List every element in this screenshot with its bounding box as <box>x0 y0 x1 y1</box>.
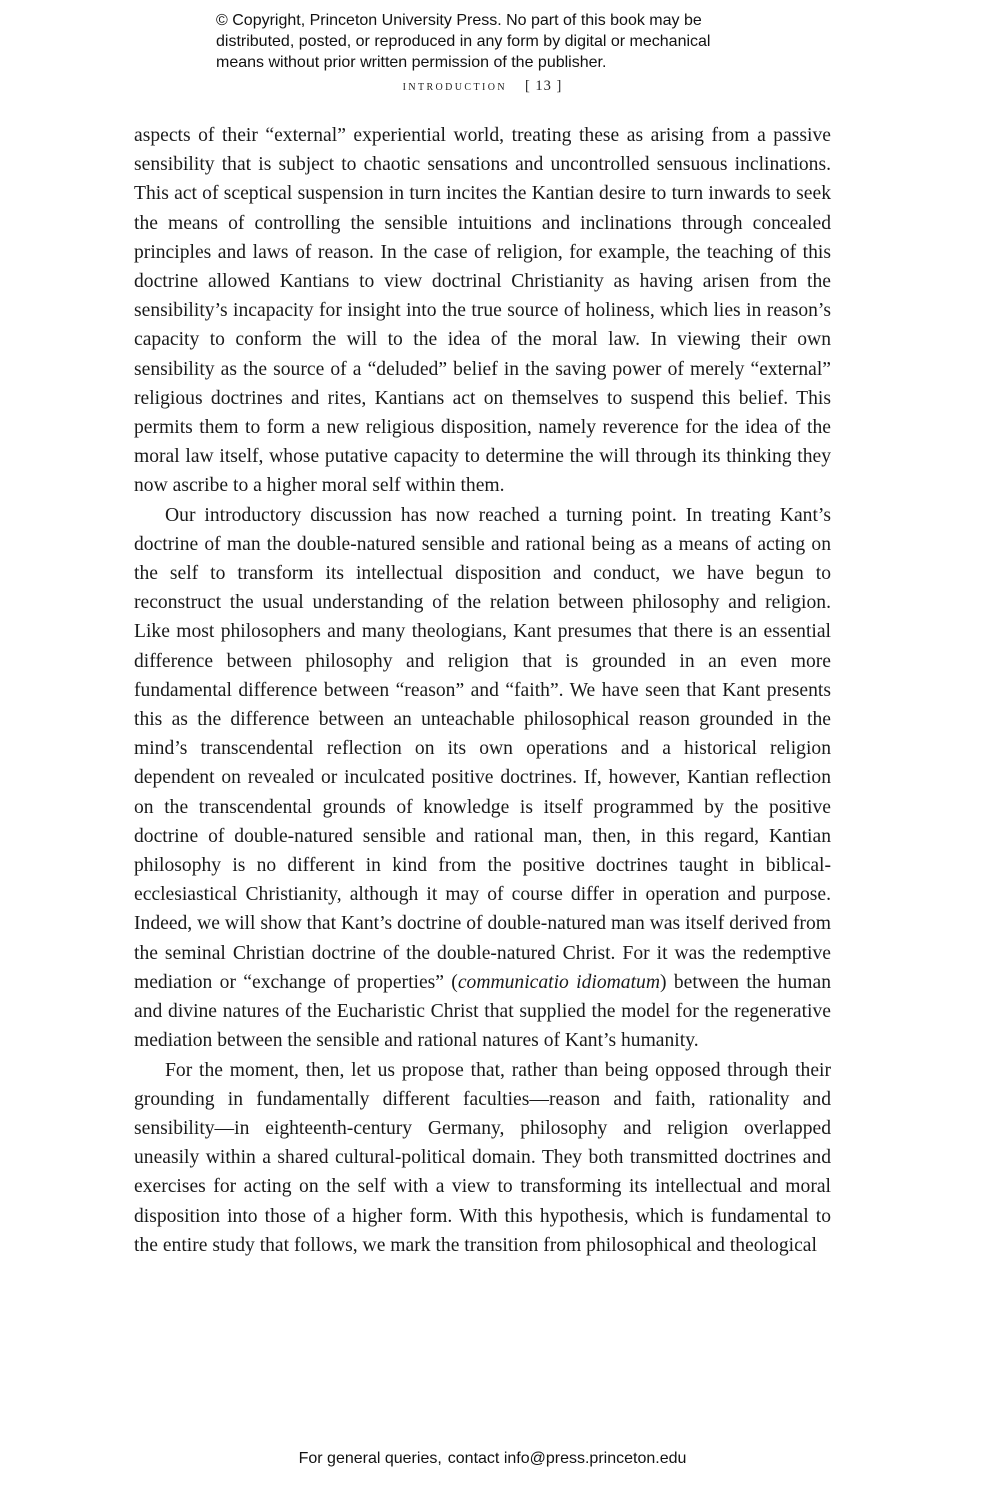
paragraph-2-italic-term: communicatio idiomatum <box>457 971 660 993</box>
paragraph-3: For the moment, then, let us propose that, rather than being opposed through their grounding in fundamentally different faculties—reason and faith, rationality and sensibility—in eighteenth-century Germany, philosophy and religion overlapped uneasily within a shared cultural-political domain. They both transmitted doctrines and exercises for acting on the self with a view to transforming its intellectual and moral disposition into those of a higher form. With this hypothesis, which is fundamental to the entire study that follows, we mark the transition from philosophical and theological <box>134 1059 831 1256</box>
copyright-line-1: © Copyright, Princeton University Press. No part of this book may be <box>216 12 702 29</box>
paragraph-2-text-b: ) between the human and divine natures of the Eucharistic Christ that supplied the model for the regenerative mediation between the sensible and rational natures of Kant’s humanity. <box>134 971 832 1052</box>
paragraph-2-text-a: Our introductory discussion has now reached a turning point. In treating Kant’s doctrine of man the double-natured sensible and rational being as a means of acting on the self to transform its intellectual disposition and conduct, we have begun to reconstruct the usual understanding of the relation between philosophy and religion. Like most philosophers and many theologians, Kant presumes that there is an essential difference between philosophy and religion that is grounded in an even more fundamental difference between “reason” and “faith”. We have seen that Kant presents this as the difference between an unteachable philosophical reason grounded in the mind’s transcendental reflection on its own operations and a historical religion dependent on revealed or inculcated positive doctrines. If, however, Kantian reflection on the transcendental grounds of knowledge is itself programmed by the positive doctrine of double-natured sensible and rational man, then, in this regard, Kantian philosophy is no different in kind from the positive doctrines taught in biblical-ecclesiastical Christianity, although it may of course differ in operation and purpose. Indeed, we will show that Kant’s doctrine of double-natured man was itself derived from the seminal Christian doctrine of the double-natured Christ. For it was the redemptive mediation or “exchange of properties” ( <box>134 504 831 993</box>
paragraph-2 <box>134 501 831 1056</box>
copyright-notice <box>216 10 796 73</box>
footer-label: For general queries, <box>298 1450 442 1467</box>
body-text <box>134 121 831 1260</box>
footer-contact: contact info@press.princeton.edu <box>447 1450 687 1467</box>
footer <box>0 1450 985 1468</box>
copyright-line-2: distributed, posted, or reproduced in any form by digital or mechanical <box>216 33 711 50</box>
page-number: [ 13 ] <box>524 78 563 94</box>
running-head-title: introduction <box>402 78 507 94</box>
paragraph-1: aspects of their “external” experiential world, treating these as arising from a passive sensibility that is subject to chaotic sensations and uncontrolled sensuous inclinations. This act of sceptical suspension in turn incites the Kantian desire to turn inwards to seek the means of controlling the sensible intuitions and inclinations through concealed principles and laws of reason. In the case of religion, for example, the teaching of this doctrine allowed Kantians to view doctrinal Christianity as having arisen from the sensibility’s incapacity for insight into the true source of holiness, which lies in reason’s capacity to conform the will to the idea of the moral law. In viewing their own sensibility as the source of a “deluded” belief in the saving power of merely “external” religious doctrines and rites, Kantians act on themselves to suspend this belief. This permits them to form a new religious disposition, namely reverence for the idea of the moral law itself, whose putative capacity to determine the will through its thinking they now ascribe to a higher moral self within them. <box>134 125 831 497</box>
copyright-line-3: means without prior written permission of the publisher. <box>216 54 607 71</box>
running-head <box>0 78 965 95</box>
